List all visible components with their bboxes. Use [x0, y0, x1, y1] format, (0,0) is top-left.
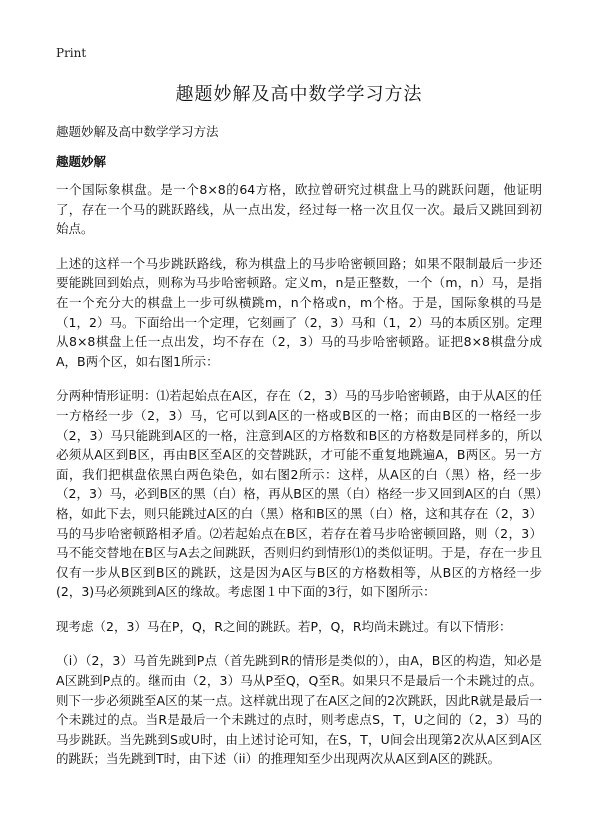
document-subtitle: 趣题妙解及高中数学学习方法: [56, 124, 219, 139]
print-label: Print: [56, 46, 87, 60]
paragraph-case-i: （i）（2，3）马首先跳到P点（首先跳到R的情形是类似的），由A，B区的构造，知必是A区跳到P点的。继而由（2，3）马从P至Q，Q至R。如果只不是最后一个未跳过的点。则下一步必须跳至A区的某一点。这样就出现了在A区之间的2次跳跃，因此R就是最后一个未跳过的点。当R是最后一个未跳过的点时，则考虑点S，T，U之间的（2，3）马的马步跳跃。当先跳到S或U时，由上述讨论可知，在S，T，U间会出现第2次从A区到A区的跳跃；当先跳到T时，由下述（ii）的推理知至少出现两次从A区到A区的跳跃。: [56, 653, 542, 767]
paragraph-definition: 上述的这样一个马步跳跃路线，称为棋盘上的马步哈密顿回路；如果不限制最后一步还要能跳回到始点，则称为马步哈密顿路。定义m，n是正整数，一个（m，n）马，是指在一个充分大的棋盘上一步可纵横跳m，n个格或n，m个格。于是，国际象棋的马是（1，2）马。下面给出一个定理，它刻画了（2，3）马和（1，2）马的本质区别。定理从8×8棋盘上任一点出发，均不存在（2，3）马的马步哈密顿路。证把8×8棋盘分成A，B两个区，如右图1所示：: [56, 255, 542, 369]
body-text: [56, 180, 542, 784]
paragraph-intro: 一个国际象棋盘。是一个8×8的64方格，欧拉曾研究过棋盘上马的跳跃问题，他证明了，存在一个马的跳跃路线，从一点出发，经过每一格一次且仅一次。最后又跳回到初始点。: [56, 182, 542, 237]
paragraph-consider: 现考虑（2，3）马在P，Q，R之间的跳跃。若P，Q，R均尚未跳过。有以下情形：: [56, 618, 512, 634]
paragraph-proof: 分两种情形证明：⑴若起始点在A区，存在（2，3）马的马步哈密顿路，由于从A区的任一方格经一步（2，3）马，它可以到A区的一格或B区的一格；而由B区的一格经一步（2，3）马只能跳到A区的一格，注意到A区的方格数和B区的方格数是同样多的，所以必须从A区到B区，再由B区至A区的交替跳跃，才可能不重复地跳遍A，B两区。另一方面，我们把棋盘依黑白两色染色，如右图2所示：这样，从A区的白（黑）格，经一步（2，3）马，必到B区的黑（白）格，再从B区的黑（白）格经一步又回到A区的白（黑）格，如此下去，则只能跳过A区的白（黑）格和B区的黑（白）格，这和其存在（2，3）马的马步哈密顿路相矛盾。⑵若起始点在B区，若存在着马步哈密顿回路，则（2，3）马不能交替地在B区与A去之间跳跃，否则归约到情形⑴的类似证明。于是，存在一步且仅有一步从B区到B区的跳跃，这是因为A区与B区的方格数相等，从B区的方格经一步(2，3)马必须跳到A区的缘故。考虑图１中下面的3行，如下图所示：: [56, 388, 542, 600]
document-title: 趣题妙解及高中数学学习方法: [175, 84, 423, 105]
section-heading: 趣题妙解: [56, 154, 107, 169]
